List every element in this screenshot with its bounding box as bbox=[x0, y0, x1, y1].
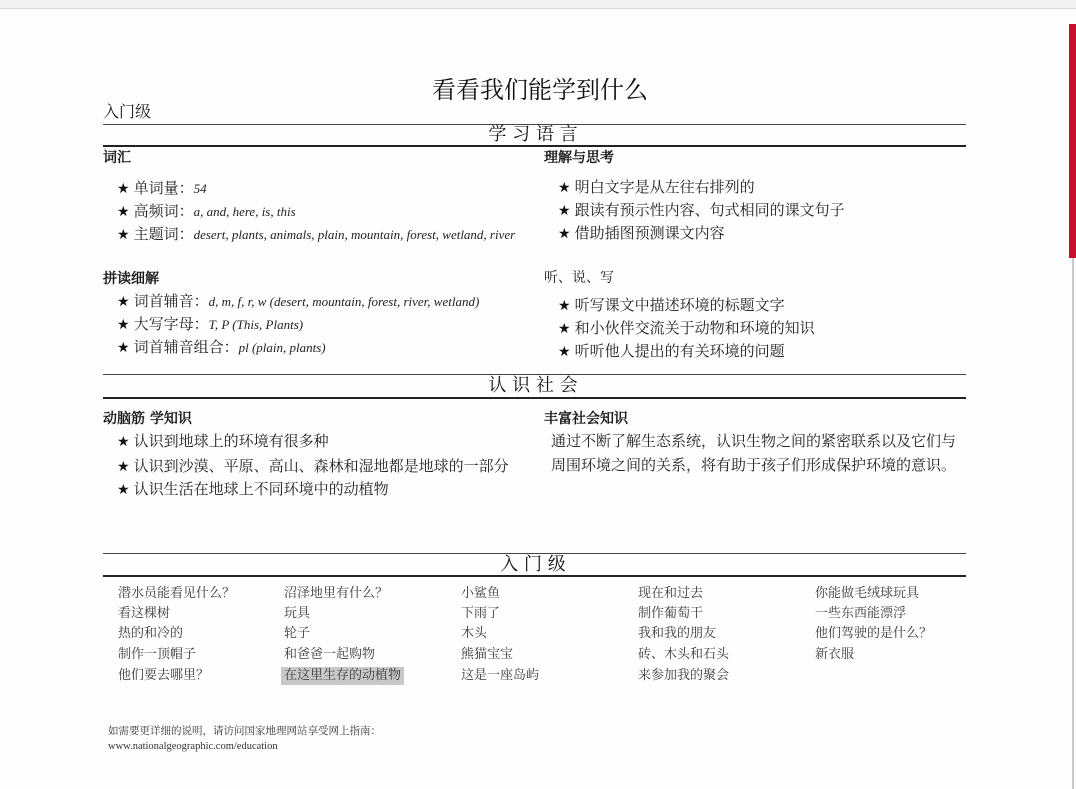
page-right-edge bbox=[1072, 258, 1074, 789]
book-title-highlighted: 在这里生存的动植物 bbox=[281, 667, 404, 685]
footer-note: 如需要更详细的说明，请访问国家地理网站享受网上指南： bbox=[108, 725, 381, 737]
comprehension-item bbox=[558, 177, 755, 198]
section-header: 认 识 社 会 bbox=[488, 375, 578, 396]
book-title: 这是一座岛屿 bbox=[461, 668, 540, 683]
comprehension-item bbox=[558, 200, 845, 221]
star-bullet-icon: ★ bbox=[558, 203, 571, 219]
vocabulary-heading: 词汇 bbox=[103, 150, 131, 166]
comprehension-item bbox=[558, 223, 725, 244]
section-rule-bottom bbox=[103, 397, 966, 399]
section-header: 学 习 语 言 bbox=[488, 124, 578, 145]
book-title: 小鲨鱼 bbox=[461, 586, 501, 601]
book-title: 他们驾驶的是什么？ bbox=[815, 626, 933, 641]
listen-speak-write-item bbox=[558, 318, 815, 339]
star-bullet-icon: ★ bbox=[558, 344, 571, 360]
book-title: 沼泽地里有什么？ bbox=[284, 586, 389, 601]
enrichment-heading: 丰富社会知识 bbox=[544, 411, 628, 427]
book-title: 一些东西能漂浮 bbox=[815, 606, 907, 621]
book-title: 潜水员能看见什么？ bbox=[118, 586, 236, 601]
listen-speak-write-heading: 听、说、写 bbox=[544, 270, 614, 286]
book-title: 下雨了 bbox=[461, 606, 501, 621]
item-text: 认识到沙漠、平原、高山、森林和湿地都是地球的一部分 bbox=[133, 457, 509, 475]
phonics-item bbox=[117, 337, 326, 358]
vocabulary-item bbox=[117, 178, 207, 199]
item-text: 听听他人提出的有关环境的问题 bbox=[574, 342, 785, 360]
item-value: 54 bbox=[193, 181, 207, 196]
section-rule-bottom bbox=[103, 575, 966, 577]
red-binding-edge bbox=[1069, 24, 1076, 258]
item-label: 词首辅音组合： bbox=[133, 338, 239, 356]
star-bullet-icon: ★ bbox=[117, 204, 130, 220]
knowledge-heading: 动脑筋 学知识 bbox=[103, 411, 192, 427]
star-bullet-icon: ★ bbox=[117, 294, 130, 310]
book-title: 制作葡萄干 bbox=[638, 606, 704, 621]
scan-top-edge bbox=[0, 0, 1076, 9]
star-bullet-icon: ★ bbox=[558, 298, 571, 314]
knowledge-item bbox=[117, 431, 329, 452]
listen-speak-write-item bbox=[558, 341, 785, 362]
item-text: 明白文字是从左往右排列的 bbox=[574, 178, 755, 196]
item-label: 单词量： bbox=[133, 179, 194, 197]
book-title: 我和我的朋友 bbox=[638, 626, 717, 641]
phonics-heading: 拼读细解 bbox=[103, 271, 159, 287]
phonics-item bbox=[117, 314, 303, 335]
item-text: 借助插图预测课文内容 bbox=[574, 224, 725, 242]
star-bullet-icon: ★ bbox=[117, 181, 130, 197]
knowledge-item bbox=[117, 479, 389, 500]
phonics-item bbox=[117, 291, 479, 312]
item-value: d, m, f, r, w (desert, mountain, forest, river, wetland) bbox=[208, 294, 480, 309]
book-title: 熊猫宝宝 bbox=[461, 647, 514, 662]
book-title: 看这棵树 bbox=[118, 606, 171, 621]
star-bullet-icon: ★ bbox=[558, 321, 571, 337]
book-title: 木头 bbox=[461, 626, 488, 641]
enrichment-paragraph-line: 通过不断了解生态系统，认识生物之间的紧密联系以及它们与 bbox=[551, 432, 957, 450]
star-bullet-icon: ★ bbox=[117, 459, 130, 475]
item-value: pl (plain, plants) bbox=[238, 340, 326, 355]
vocabulary-item bbox=[117, 201, 296, 222]
vocabulary-item bbox=[117, 224, 515, 245]
section-rule-bottom bbox=[103, 145, 966, 147]
book-title: 热的和冷的 bbox=[118, 626, 184, 641]
item-text: 跟读有预示性内容、句式相同的课文句子 bbox=[574, 201, 845, 219]
star-bullet-icon: ★ bbox=[117, 227, 130, 243]
item-label: 词首辅音： bbox=[133, 292, 209, 310]
item-value: T, P (This, Plants) bbox=[208, 317, 304, 332]
item-text: 和小伙伴交流关于动物和环境的知识 bbox=[574, 319, 815, 337]
footer-url: www.nationalgeographic.com/education bbox=[108, 741, 278, 752]
star-bullet-icon: ★ bbox=[117, 317, 130, 333]
star-bullet-icon: ★ bbox=[117, 340, 130, 356]
page-title: 看看我们能学到什么 bbox=[432, 76, 648, 104]
item-value: a, and, here, is, this bbox=[193, 204, 296, 219]
star-bullet-icon: ★ bbox=[558, 180, 571, 196]
level-label: 入门级 bbox=[103, 102, 152, 121]
listen-speak-write-item bbox=[558, 295, 785, 316]
star-bullet-icon: ★ bbox=[117, 482, 130, 498]
book-title: 和爸爸一起购物 bbox=[284, 647, 376, 662]
item-label: 大写字母： bbox=[133, 315, 209, 333]
book-title: 制作一顶帽子 bbox=[118, 647, 197, 662]
book-title: 玩具 bbox=[284, 606, 311, 621]
item-text: 认识到地球上的环境有很多种 bbox=[133, 432, 329, 450]
item-text: 听写课文中描述环境的标题文字 bbox=[574, 296, 785, 314]
enrichment-paragraph-line: 周围环境之间的关系，将有助于孩子们形成保护环境的意识。 bbox=[551, 456, 957, 474]
knowledge-item bbox=[117, 456, 509, 477]
star-bullet-icon: ★ bbox=[558, 226, 571, 242]
book-title: 砖、木头和石头 bbox=[638, 647, 730, 662]
book-title: 你能做毛绒球玩具 bbox=[815, 586, 920, 601]
item-label: 主题词： bbox=[133, 225, 194, 243]
item-label: 高频词： bbox=[133, 202, 194, 220]
book-title: 新衣服 bbox=[815, 647, 855, 662]
comprehension-heading: 理解与思考 bbox=[544, 150, 614, 166]
section-header: 入 门 级 bbox=[500, 554, 566, 575]
book-title: 来参加我的聚会 bbox=[638, 668, 730, 683]
item-value: desert, plants, animals, plain, mountain, forest, wetland, river bbox=[193, 227, 516, 242]
book-title: 轮子 bbox=[284, 626, 311, 641]
item-text: 认识生活在地球上不同环境中的动植物 bbox=[133, 480, 389, 498]
book-title: 现在和过去 bbox=[638, 586, 704, 601]
star-bullet-icon: ★ bbox=[117, 434, 130, 450]
book-title: 他们要去哪里？ bbox=[118, 668, 210, 683]
